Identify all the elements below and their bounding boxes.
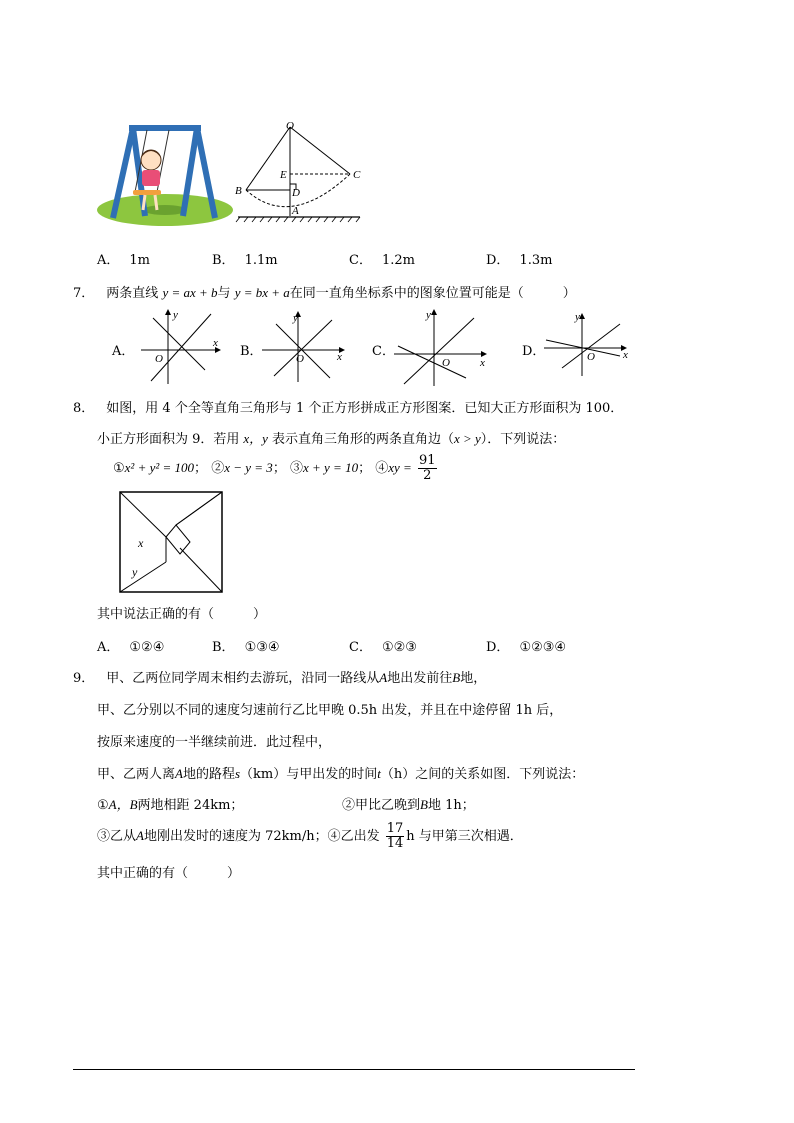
svg-text:x: x bbox=[337, 351, 342, 363]
q7-option-c-letter[interactable]: C． bbox=[372, 344, 395, 359]
label-B: B bbox=[235, 185, 242, 197]
q8-question: 其中说法正确的有（ ） bbox=[97, 607, 267, 622]
q9-line3: 按原来速度的一半继续前进．此过程中， bbox=[97, 735, 332, 750]
svg-text:y: y bbox=[575, 311, 580, 323]
svg-text:x: x bbox=[213, 337, 218, 349]
q8-square-figure bbox=[118, 490, 226, 594]
q9-line4: 甲、乙两人离A地的路程s（km）与甲出发的时间t（h）之间的关系如图．下列说法： bbox=[97, 766, 585, 782]
label-O: O bbox=[286, 120, 294, 132]
q7-option-a-letter[interactable]: A． bbox=[112, 344, 135, 359]
svg-text:O: O bbox=[442, 357, 450, 369]
svg-text:O: O bbox=[155, 353, 163, 365]
swing-illustration bbox=[95, 118, 235, 226]
q6-option-c[interactable]: C． 1.2m bbox=[349, 253, 415, 268]
svg-text:x: x bbox=[138, 536, 144, 550]
q9-line2: 甲、乙分别以不同的速度匀速前行乙比甲晚 0.5h 出发，并且在中途停留 1h 后， bbox=[97, 703, 563, 718]
q6-option-d[interactable]: D． 1.3m bbox=[486, 253, 553, 268]
q9-statement-1: ①A，B两地相距 24km； bbox=[97, 797, 244, 813]
q7-stem: 7． 两条直线 y = ax + b与 y = bx + a在同一直角坐标系中的图象位置可能是（ ） bbox=[73, 285, 576, 301]
q7-graph-d bbox=[540, 308, 635, 388]
q9-statement-2: ②甲比乙晚到B地 1h； bbox=[342, 797, 475, 813]
label-E: E bbox=[280, 169, 287, 181]
svg-text:y: y bbox=[132, 565, 138, 579]
q7-option-b-letter[interactable]: B． bbox=[240, 344, 263, 359]
q7-graph-b bbox=[258, 306, 353, 386]
q8-option-c[interactable]: C． ①②③ bbox=[349, 640, 417, 655]
label-D: D bbox=[292, 187, 300, 199]
q7-graph-a bbox=[133, 306, 228, 386]
q9-statement-3-4: ③乙从A地刚出发时的速度为 72km/h；④乙出发 $\frac{17}{14}$ h 与甲第三次相遇． bbox=[97, 821, 523, 851]
footer-divider bbox=[73, 1069, 635, 1070]
q7-graph-c bbox=[390, 304, 495, 388]
svg-text:O: O bbox=[587, 351, 595, 363]
q9-question: 其中正确的有（ ） bbox=[97, 866, 241, 881]
q7-option-d-letter[interactable]: D． bbox=[522, 344, 546, 359]
q6-option-a[interactable]: A． 1m bbox=[97, 253, 150, 268]
q8-option-d[interactable]: D． ①②③④ bbox=[486, 640, 567, 655]
svg-text:y: y bbox=[426, 309, 431, 321]
q8-statements: ①x² + y² = 100； ②x − y = 3； ③x + y = 10； ④xy = $\frac{91}{2}$ bbox=[113, 453, 436, 483]
q8-line2: 小正方形面积为 9．若用 x，y 表示直角三角形的两条直角边（x > y）．下列说法： bbox=[97, 431, 566, 447]
svg-text:x: x bbox=[623, 349, 628, 361]
svg-text:y: y bbox=[293, 312, 298, 324]
swing-geometry-figure bbox=[232, 118, 367, 228]
q8-line1: 8． 如图，用 4 个全等直角三角形与 1 个正方形拼成正方形图案．已知大正方形面积为 100． bbox=[73, 401, 624, 416]
q6-option-b[interactable]: B． 1.1m bbox=[212, 253, 278, 268]
label-A: A bbox=[292, 205, 299, 217]
svg-text:x: x bbox=[480, 357, 485, 369]
svg-text:O: O bbox=[296, 353, 304, 365]
label-C: C bbox=[353, 169, 361, 181]
q9-line1: 9． 甲、乙两位同学周末相约去游玩，沿同一路线从A地出发前往B地， bbox=[73, 670, 487, 686]
svg-text:y: y bbox=[173, 309, 178, 321]
q8-option-a[interactable]: A． ①②④ bbox=[97, 640, 165, 655]
q8-option-b[interactable]: B． ①③④ bbox=[212, 640, 280, 655]
